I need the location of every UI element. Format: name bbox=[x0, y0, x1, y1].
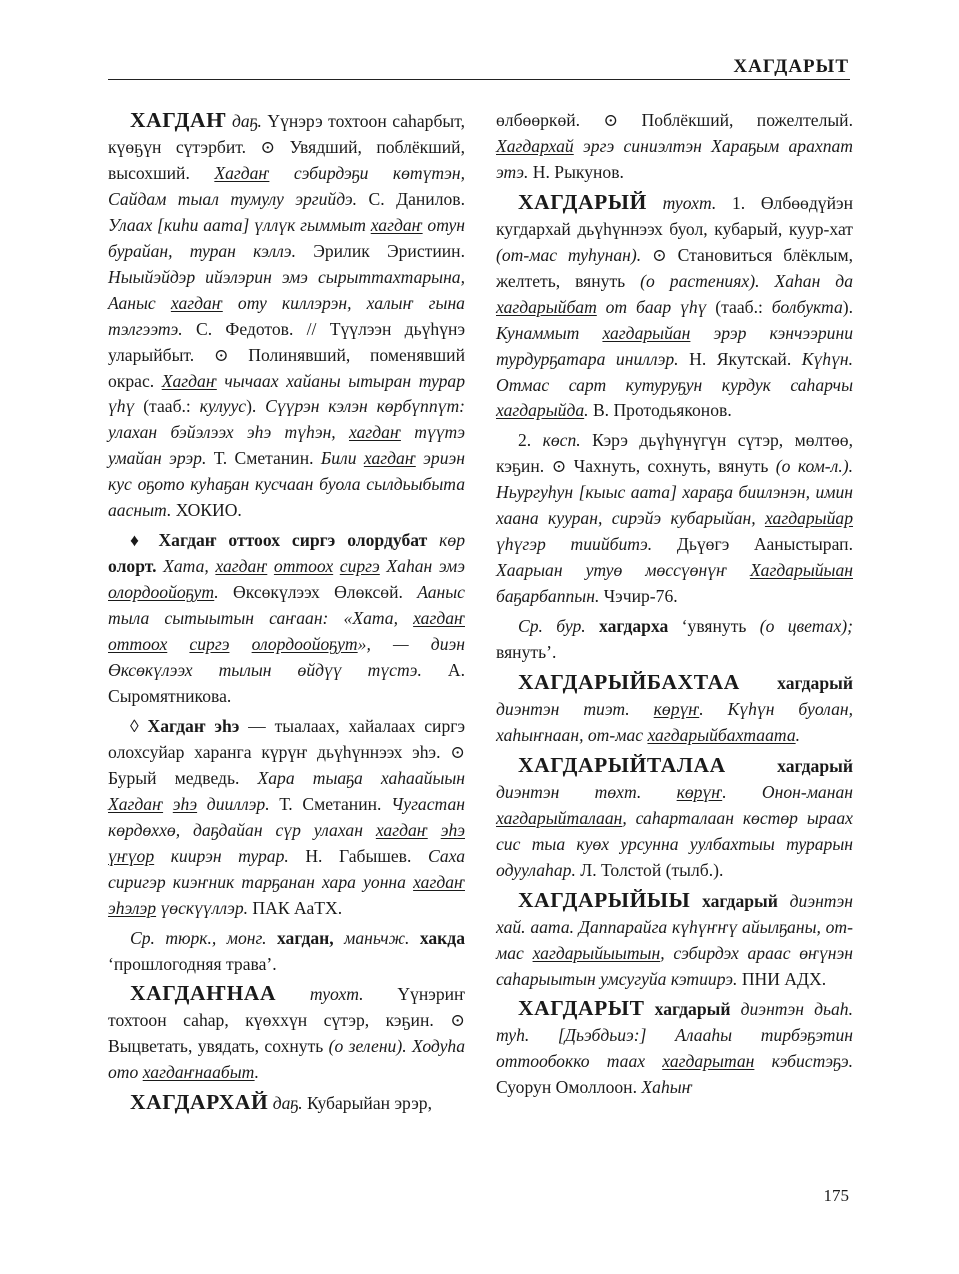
etymology-gloss: вянуть’. bbox=[496, 642, 557, 663]
definition: Үүнэрэ тохтоон саһарбыт, күөҕүн сүтэрбит. ⊙ Увядший, поблёкший, высохший. bbox=[108, 111, 465, 183]
space bbox=[428, 820, 441, 840]
note: ). bbox=[246, 396, 266, 417]
space bbox=[333, 556, 340, 576]
example-text: . bbox=[795, 724, 801, 745]
example-text: Ходуһа ото bbox=[108, 1036, 465, 1083]
example-word: хагдарыйан bbox=[602, 322, 691, 343]
definition: Кубарыйан эрэр, bbox=[307, 1093, 432, 1114]
right-column bbox=[496, 108, 853, 1105]
example-word: хагдарыйталаан bbox=[496, 807, 623, 828]
example-text: үһүгэр тиийбитэ. bbox=[496, 534, 653, 555]
pos-label: диэнтэн төхт. bbox=[496, 781, 677, 802]
example-text: . Онон-манан bbox=[722, 781, 853, 802]
etymology-word: хагдарха bbox=[599, 616, 669, 637]
lozenge-icon: ◊ bbox=[130, 715, 148, 736]
source: ХОКИО. bbox=[171, 500, 242, 521]
note: (тааб.: bbox=[706, 296, 772, 317]
example-word: олордоойоҕут bbox=[108, 582, 215, 603]
etymology-word: хагдан, bbox=[276, 927, 334, 948]
base-word: хагдарый bbox=[725, 755, 853, 776]
diamond-icon: ♦ bbox=[130, 530, 159, 551]
example-text: баҕарбаппын. bbox=[496, 586, 600, 607]
example-text: Ньургуһун [кыыс аата] хараҕа биилэнэн, имин хаана куурaн, сирэйэ кубарыйан, bbox=[496, 482, 853, 529]
source: Эрилик Эристиин. bbox=[295, 240, 465, 261]
example-text: . bbox=[254, 1062, 259, 1083]
cross-ref-word: көрүҥ bbox=[676, 781, 723, 802]
cross-ref-label: көр bbox=[427, 530, 465, 551]
definition: С. Федотов. // Түүлээн дьүһүнэ уларыйбыт. ⊙ Полинявший, поменявший окрас. bbox=[108, 318, 465, 391]
etymology-gloss: ‘увянуть bbox=[668, 616, 747, 637]
example-word: үҥүор bbox=[108, 845, 155, 866]
source: Дьүөгэ Ааныстырап. bbox=[652, 534, 853, 555]
example-word: хагдарыйбат bbox=[496, 296, 597, 317]
base-word: хагдарый bbox=[644, 999, 731, 1020]
example-word: хагдарытан bbox=[662, 1051, 755, 1072]
note: (о цветах); bbox=[746, 616, 853, 637]
example-text: Хата, bbox=[156, 556, 216, 577]
example-text: Саха сиригэр киэҥник тарҕанан хара уонна bbox=[108, 845, 465, 892]
etymology-hagdaryi bbox=[496, 614, 853, 666]
source: Л. Толстой (тылб.). bbox=[575, 859, 724, 880]
example-word: хагдаҥ bbox=[413, 608, 465, 629]
note: (о зелени). bbox=[323, 1036, 412, 1057]
example-word: Хагдархай bbox=[496, 135, 574, 156]
example-word: сиргэ bbox=[189, 634, 230, 655]
example-word: хагдарыйар bbox=[764, 508, 853, 529]
header-rule bbox=[108, 79, 850, 80]
example-text: Ныыйэйдэр ийэлэрин эмэ сырыттахтарына, Ааныс bbox=[108, 266, 465, 313]
headword: ХАГДАРХАЙ bbox=[130, 1090, 269, 1115]
example-text: [Дьэбдьиэ:] Алааһы тирбэҕэтин оттообокко таах bbox=[496, 1025, 853, 1072]
example-text: Били bbox=[320, 448, 364, 469]
page-number: 175 bbox=[823, 1186, 849, 1205]
entry-hagdaryiyy bbox=[496, 888, 853, 993]
example-text: отун бурайан, туран кэллэ. bbox=[108, 214, 465, 261]
example-text: киирэн турар. bbox=[154, 845, 289, 866]
example-word: Хагдаҥ bbox=[108, 793, 164, 814]
source: ПНИ АДХ. bbox=[737, 968, 827, 989]
entry-hagdarhai bbox=[108, 1090, 465, 1117]
example-word: хагдарыйда bbox=[496, 400, 585, 421]
source: Н. Габышев. bbox=[288, 845, 428, 866]
space bbox=[167, 634, 189, 654]
example-word: хагдаҥ bbox=[170, 292, 223, 313]
definition: өлбөөркөй. ⊙ Поблёкший, пожелтелый. bbox=[496, 110, 853, 130]
example-text: үөскүүллэр. bbox=[156, 897, 249, 918]
source: Өксөкүлээх Өлөксөй. bbox=[218, 582, 418, 603]
source: Т. Сметанин. bbox=[206, 448, 321, 469]
definition: — тыалаах, хайалаах сиргэ олохсуйар харанга күрүҥ дьүһүннээх эһэ. ⊙ Бурый медведь. bbox=[108, 715, 466, 788]
etymology-hagdan bbox=[108, 926, 465, 978]
cross-ref-word: олорт. bbox=[108, 556, 157, 577]
example-text: кэбистэҕэ. bbox=[754, 1051, 853, 1072]
example-text: Чугастан көрдөххө, даҕдайан сүр улахан bbox=[108, 793, 465, 840]
example-text: эргэ синиэлтэн Хараҕым арахпат этэ. bbox=[496, 135, 853, 182]
idiom-hagdan-ehe bbox=[108, 714, 465, 922]
headword: ХАГДАРЫТ bbox=[518, 996, 645, 1021]
definition: Кэрэ дьүһүнүгүн сүтэр, мөлтөө, кэҕин. ⊙ Чахнуть, сохнуть, вянуть bbox=[496, 430, 854, 477]
source: Чэчир-76. bbox=[599, 586, 678, 607]
entry-hagdaryitalaa bbox=[496, 753, 853, 884]
headword: ХАГДАРЫЙЫЫ bbox=[518, 887, 691, 912]
etymology-word: хакда bbox=[419, 927, 466, 948]
example-text: оту киллэрэн, халыҥ гына тэлгээтэ. bbox=[108, 292, 465, 339]
headword: ХАГДАРЫЙТАЛАА bbox=[518, 752, 726, 777]
pos-label: даҕ. bbox=[268, 1093, 308, 1114]
source: А. Сыромятникова. bbox=[108, 660, 465, 706]
sense-number: 2. bbox=[518, 430, 543, 451]
example-word: хагдаҥ bbox=[215, 556, 268, 577]
space bbox=[163, 794, 173, 814]
note: (о растениях). bbox=[625, 270, 775, 291]
pos-label: туохт. bbox=[646, 192, 732, 213]
pos-label: диэнтэн дьаһ. туһ. bbox=[496, 999, 853, 1046]
etymology-label: маньчж. bbox=[333, 927, 420, 948]
entry-hagdaryi-sense-2 bbox=[496, 428, 853, 610]
example-word: оттоох bbox=[108, 634, 168, 655]
entry-hagdaryibahtaa bbox=[496, 670, 853, 749]
example-text: . bbox=[214, 582, 219, 603]
pos-label: даҕ. bbox=[226, 111, 268, 131]
example-word: хагдаҥ bbox=[370, 214, 423, 235]
example-word: хагдаҥ bbox=[375, 819, 428, 840]
example-word: хагдаҥ bbox=[363, 448, 416, 469]
example-word: эһэ bbox=[440, 819, 465, 840]
definition: Үүнэриҥ тохтоон саһар, күөххүн сүтэр, кэҕин. ⊙ Выцветать, увядать, сохнуть bbox=[108, 984, 465, 1057]
example-text: . Күһүн буолан, хаһыҥнаан, от-мас bbox=[496, 698, 853, 745]
example-text: Сүүрэн кэлэн көрбүппүт: улахан бэйэлээх эһэ түһэн, bbox=[108, 396, 466, 443]
left-column bbox=[108, 108, 465, 1121]
example-text: чычаах хайаны ытыран турар үһү bbox=[108, 370, 465, 417]
example-word: хагдарыйбахтаата bbox=[647, 724, 796, 745]
pos-label: көсп. bbox=[542, 430, 593, 451]
definition: ⊙ Становиться блёклым, желтеть, вянуть bbox=[496, 244, 853, 291]
space bbox=[267, 556, 274, 576]
example-text: , саһарталаан көстөр ыраах сис тыа куөх урсунна уулбахтыы турарын одуулаһар. bbox=[496, 807, 853, 880]
entry-hagdannaa bbox=[108, 981, 465, 1086]
example-word: Хагдаҥ bbox=[214, 162, 270, 183]
entry-hagdaryt bbox=[496, 996, 853, 1101]
example-text: . bbox=[584, 400, 589, 421]
example-text: Күһүн. Отмас сарт кутуруҕун курдук саһарчы bbox=[496, 348, 853, 395]
pos-label: диэнтэн хай. аата. bbox=[496, 890, 853, 937]
note: (тааб.: bbox=[134, 396, 200, 417]
example-text: , сэбирдэх араас өҥүнэн саһарыытын умсугуйа кэтиирэ. bbox=[496, 942, 853, 989]
example-word: сиргэ bbox=[339, 556, 380, 577]
example-text: сэбирдэҕи көтүтэн, Сайдам тыал тумулу эргийдэ. bbox=[108, 162, 465, 209]
example-text: Даппарайга күһүҥҥү айылҕаны, от-мас bbox=[496, 916, 853, 963]
base-word: хагдарый bbox=[739, 673, 853, 694]
example-text: Хаһан эмэ bbox=[379, 556, 465, 577]
example-text: Хаһыҥ bbox=[641, 1077, 693, 1098]
headword: ХАГДАРЫЙ bbox=[518, 189, 647, 214]
etymology-gloss: ‘прошлогодняя трава’. bbox=[108, 953, 277, 974]
source: ПАК АаТХ. bbox=[248, 897, 343, 918]
example-word: эһэлэр bbox=[108, 897, 157, 918]
example-text: Хара тыаҕа хаһаайыын bbox=[257, 767, 466, 788]
note: (о ком-л.). bbox=[768, 456, 853, 477]
example-word: хагдаҥ bbox=[413, 871, 465, 892]
example-text: дииллэр. bbox=[197, 793, 270, 814]
definition: 1. Өлбөөдүйэн кугдархай дьүһүннээх буол, кубарый, куур-хат bbox=[496, 192, 853, 239]
source: В. Протодьяконов. bbox=[588, 400, 732, 421]
example-text: эриэн кус оҕото куһаҕан кусчаан буола сылдьыбыта аасныт. bbox=[108, 448, 465, 521]
base-word: хагдарый bbox=[690, 890, 778, 911]
example-word: хагдаҥнаабыт bbox=[142, 1062, 255, 1083]
source: Н. Якутскай. bbox=[678, 348, 802, 369]
source: Суорун Омоллоон. bbox=[496, 1077, 642, 1098]
example-word: оттоох bbox=[273, 556, 334, 577]
pos-label: туохт. bbox=[276, 984, 398, 1005]
headword: ХАГДАҤ bbox=[130, 108, 227, 132]
example-text: Ааныс тыла сытыытын саҥаан: «Хата, bbox=[108, 582, 465, 629]
example-text: Хаһан да bbox=[774, 270, 853, 291]
headword: ХАГДАРЫЙБАХТАА bbox=[518, 670, 740, 695]
example-word: олордоойоҕут bbox=[251, 634, 358, 655]
pos-label: диэнтэн тиэт. bbox=[496, 698, 654, 719]
idiom-phrase: Хагдаҥ оттоох сиргэ олордубат bbox=[158, 530, 428, 551]
example-word: Хагдаҥ bbox=[161, 370, 217, 391]
example-text: Улаах [киһи аата] үллүк гыммыт bbox=[108, 214, 371, 235]
entry-hagdaryi bbox=[496, 190, 853, 425]
source: С. Данилов. bbox=[357, 188, 465, 209]
space bbox=[229, 634, 251, 654]
note: (от-мас туһунан). bbox=[496, 244, 652, 265]
headword: ХАГДАҤНАА bbox=[130, 981, 277, 1006]
example-text: эрэр кэнчээрини турдурҕатара иниллэр. bbox=[496, 322, 853, 369]
note-word: болбукта bbox=[771, 296, 843, 317]
source: Т. Сметанин. bbox=[269, 793, 392, 814]
source: Н. Рыкунов. bbox=[528, 161, 624, 182]
entry-hagdarhai-cont bbox=[496, 108, 853, 186]
example-word: Хагдарыйыан bbox=[749, 560, 853, 581]
example-text: », — диэн Өксөкүлээх тылын өйдүү түстэ. bbox=[108, 634, 465, 681]
cross-ref-word: көрүҥ bbox=[653, 698, 700, 719]
idiom-phrase: Хагдаҥ эһэ bbox=[147, 715, 240, 736]
entry-hagdan bbox=[108, 108, 465, 524]
idiom-hagdan-ottooh bbox=[108, 528, 465, 710]
note-word: кулуус bbox=[199, 396, 247, 417]
example-text: Кунаммыт bbox=[496, 322, 603, 343]
example-word: хагдарыйыытын bbox=[532, 942, 661, 963]
etymology-label: Ср. бур. bbox=[518, 616, 599, 637]
example-word: эһэ bbox=[172, 793, 198, 814]
running-head: ХАГДАРЫТ bbox=[733, 56, 849, 77]
example-text: түүтэ умайан эрэр. bbox=[108, 422, 466, 469]
etymology-label: Ср. тюрк., монг. bbox=[130, 927, 277, 948]
example-text: от баар үһү bbox=[596, 296, 707, 317]
example-word: хагдаҥ bbox=[349, 422, 401, 443]
example-text: Хаарыан утуө мөссүөнүҥ bbox=[496, 560, 750, 581]
note: ). bbox=[842, 296, 854, 317]
